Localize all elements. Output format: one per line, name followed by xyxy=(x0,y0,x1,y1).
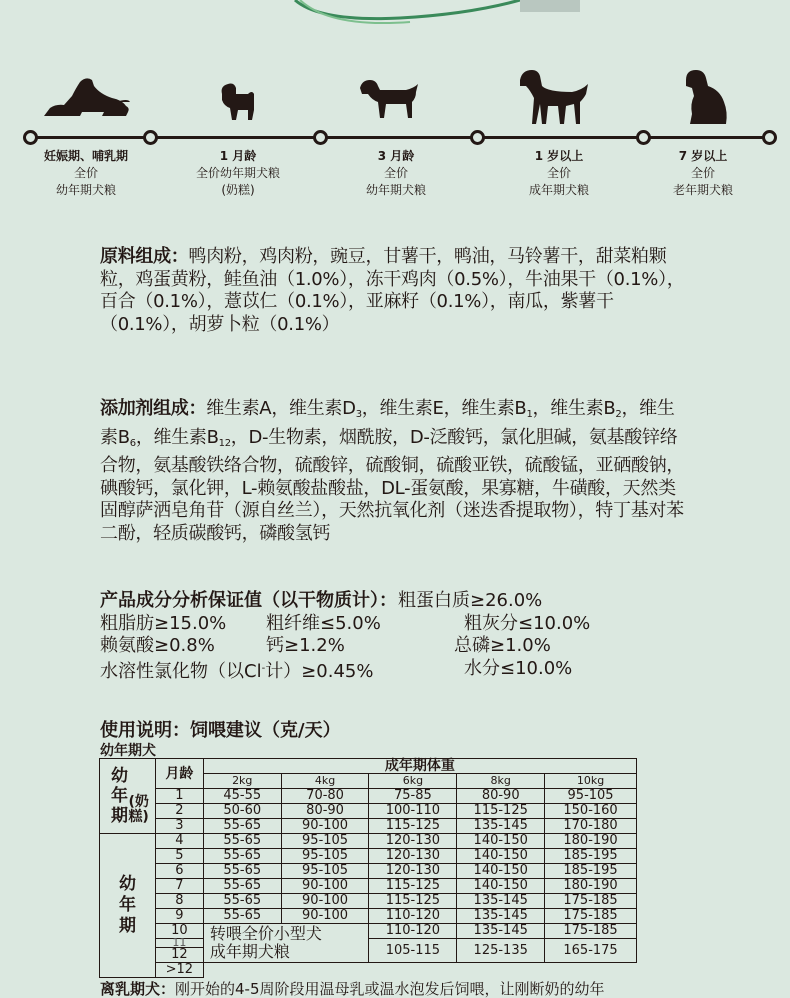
timeline-node xyxy=(23,130,38,145)
table-row xyxy=(100,879,637,894)
value-cell: 55-65 xyxy=(203,834,281,849)
age-cell: 7 xyxy=(155,879,203,894)
timeline-line xyxy=(28,136,772,139)
age-cell: 10 xyxy=(155,924,203,939)
weight-2kg: 2kg xyxy=(203,774,281,789)
additives-text: ，维生素E，维生素B xyxy=(361,398,527,419)
value-cell: 175-185 xyxy=(545,909,637,924)
value-cell: 135-145 xyxy=(457,924,545,939)
value-cell: 115-125 xyxy=(457,804,545,819)
value-cell: 90-100 xyxy=(281,819,369,834)
group-name: 幼年期 xyxy=(110,765,128,826)
age-cell: 11 xyxy=(155,939,203,948)
stage-line: 老年期犬粮 xyxy=(672,183,733,197)
stage-title: 1 月龄 xyxy=(219,149,257,163)
value-cell: 140-150 xyxy=(457,864,545,879)
age-cell: 9 xyxy=(155,909,203,924)
value-cell: 110-120 xyxy=(369,909,457,924)
table-row xyxy=(100,849,637,864)
value-cell: 135-145 xyxy=(457,894,545,909)
analysis-label: 产品成分分析保证值（以干物质计）： xyxy=(100,590,397,611)
table-row xyxy=(100,864,637,879)
age-cell: 5 xyxy=(155,849,203,864)
table-row xyxy=(100,819,637,834)
value-cell: 95-105 xyxy=(281,849,369,864)
value-cell: 180-190 xyxy=(545,834,637,849)
weaning-note xyxy=(100,978,605,998)
group-young-label xyxy=(100,834,156,978)
subscript: 6 xyxy=(129,437,136,449)
stage-3-month xyxy=(316,148,476,199)
additives-text: ，维生素B xyxy=(100,398,675,448)
age-cell: 12 xyxy=(155,948,203,963)
usage-title: 使用说明：饲喂建议（克/天） xyxy=(100,720,341,741)
feeding-table xyxy=(99,758,637,978)
usage-subtitle: 幼年期犬 xyxy=(100,743,156,759)
value-cell: 115-125 xyxy=(369,879,457,894)
additives-text: 维生素A，维生素D xyxy=(206,398,356,419)
switch-note-2: 成年期犬粮 xyxy=(209,942,290,961)
value-cell: 55-65 xyxy=(203,849,281,864)
switch-note-1: 转喂全价小型犬 xyxy=(209,924,322,943)
stage-line: 全价 xyxy=(546,166,571,180)
analysis-phosphorus: 总磷≥1.0% xyxy=(454,635,551,656)
value-cell: 55-65 xyxy=(203,819,281,834)
value-cell: 135-145 xyxy=(457,909,545,924)
value-cell: 120-130 xyxy=(369,834,457,849)
value-cell: 105-115 xyxy=(369,939,457,963)
age-header: 月龄 xyxy=(155,759,203,789)
stage-line: 成年期犬粮 xyxy=(528,183,589,197)
table-row xyxy=(100,789,637,804)
senior-dog-icon xyxy=(682,68,730,126)
value-cell: 170-180 xyxy=(545,819,637,834)
table-row xyxy=(100,834,637,849)
lying-dog-icon xyxy=(42,72,132,120)
age-cell: 8 xyxy=(155,894,203,909)
analysis-protein: 粗蛋白质≥26.0% xyxy=(398,590,543,611)
analysis-chloride-a: 水溶性氯化物（以Cl xyxy=(100,660,262,682)
value-cell: 90-100 xyxy=(281,909,369,924)
value-cell: 150-160 xyxy=(545,804,637,819)
weight-10kg: 10kg xyxy=(545,774,637,789)
value-cell: 55-65 xyxy=(203,879,281,894)
weight-8kg: 8kg xyxy=(457,774,545,789)
adult-dog-icon xyxy=(518,68,590,126)
value-cell: 100-110 xyxy=(369,804,457,819)
puppy-dog-icon xyxy=(218,80,258,122)
additives-text: ，D-生物素，烟酰胺，D-泛酸钙，氯化胆碱，氨基酸锌络合物，氨基酸铁络合物，硫酸锌，硫酸铜，硫酸亚铁，硫酸锰，亚硒酸钠，碘酸钙，氯化钾，L-赖氨酸盐酸盐，DL-蛋氨酸，果寡糖，牛磺酸，天然类固醇萨洒皂角苷（源自丝兰），天然抗氧化剂（迷迭香提取物），特丁基对苯二酚，轻质碳酸钙，磷酸氢钙 xyxy=(100,426,685,544)
stage-1-year xyxy=(479,148,639,199)
stage-line: 幼年期犬粮 xyxy=(365,183,426,197)
analysis-fat: 粗脂肪≥15.0% xyxy=(100,612,227,634)
subscript: 12 xyxy=(218,437,231,449)
timeline-node xyxy=(762,130,777,145)
stage-title: 3 月龄 xyxy=(377,149,415,163)
ingredients-section xyxy=(100,246,690,336)
stage-pregnancy xyxy=(6,148,166,199)
weight-header: 成年期体重 xyxy=(203,759,636,774)
value-cell: 45-55 xyxy=(203,789,281,804)
value-cell: 95-105 xyxy=(281,864,369,879)
switch-note xyxy=(203,924,369,963)
table-row xyxy=(100,894,637,909)
value-cell: 115-125 xyxy=(369,819,457,834)
table-row xyxy=(100,909,637,924)
empty-cell xyxy=(203,963,636,978)
value-cell: 110-120 xyxy=(369,924,457,939)
weight-6kg: 6kg xyxy=(369,774,457,789)
additives-text: ，维生素B xyxy=(135,426,219,448)
value-cell: 55-65 xyxy=(203,864,281,879)
stage-line: 全价 xyxy=(73,166,98,180)
value-cell: 75-85 xyxy=(369,789,457,804)
value-cell: 125-135 xyxy=(457,939,545,963)
subscript: 3 xyxy=(355,409,362,420)
value-cell: 185-195 xyxy=(545,849,637,864)
analysis-ash: 粗灰分≤10.0% xyxy=(464,612,591,634)
timeline-node xyxy=(143,130,158,145)
value-cell: 140-150 xyxy=(457,834,545,849)
group-name: 幼年期 xyxy=(118,874,136,936)
analysis-calcium: 钙≥1.2% xyxy=(266,635,345,656)
table-row xyxy=(100,804,637,819)
value-cell: 175-185 xyxy=(545,924,637,939)
stage-title: 7 岁以上 xyxy=(678,149,728,163)
value-cell: 55-65 xyxy=(203,894,281,909)
value-cell: 175-185 xyxy=(545,894,637,909)
ingredients-text: 鸭肉粉，鸡肉粉，豌豆，甘薯干，鸭油，马铃薯干，甜菜粕颗粒，鸡蛋黄粉，鲑鱼油（1.0%），冻干鸡肉（0.5%），牛油果干（0.1%），百合（0.1%），薏苡仁（0.1%），亚麻籽（0.1%），南瓜，紫薯干（0.1%），胡萝卜粒（0.1%） xyxy=(100,246,685,335)
value-cell: 55-65 xyxy=(203,909,281,924)
top-product-illustration xyxy=(0,0,790,30)
additives-section xyxy=(100,398,690,545)
stage-line: 全价幼年期犬粮 xyxy=(195,166,280,180)
ingredients-label: 原料组成： xyxy=(100,246,189,267)
value-cell: 95-105 xyxy=(545,789,637,804)
value-cell: 165-175 xyxy=(545,939,637,963)
value-cell: 120-130 xyxy=(369,849,457,864)
analysis-moisture: 水分≤10.0% xyxy=(464,657,573,679)
value-cell: 185-195 xyxy=(545,864,637,879)
age-cell: 1 xyxy=(155,789,203,804)
stage-title: 妊娠期、哺乳期 xyxy=(43,149,128,163)
analysis-section xyxy=(100,590,700,680)
stage-7-year xyxy=(623,148,783,199)
value-cell: 80-90 xyxy=(457,789,545,804)
value-cell: 135-145 xyxy=(457,819,545,834)
age-cell: 2 xyxy=(155,804,203,819)
young-dog-icon xyxy=(358,78,420,122)
subscript: 1 xyxy=(526,409,533,420)
weight-4kg: 4kg xyxy=(281,774,369,789)
stage-title: 1 岁以上 xyxy=(534,149,584,163)
weaning-label: 离乳期犬： xyxy=(100,980,176,998)
growth-timeline xyxy=(0,60,790,210)
age-cell: >12 xyxy=(155,963,203,978)
superscript: - xyxy=(261,662,266,674)
additives-text: ，维生素B xyxy=(532,398,616,419)
value-cell: 140-150 xyxy=(457,849,545,864)
value-cell: 90-100 xyxy=(281,894,369,909)
analysis-chloride xyxy=(100,658,373,684)
timeline-node xyxy=(313,130,328,145)
stage-line: 全价 xyxy=(383,166,408,180)
stage-line: (奶糕) xyxy=(221,183,255,197)
analysis-chloride-b: 计）≥0.45% xyxy=(265,660,374,682)
stage-line: 全价 xyxy=(690,166,715,180)
analysis-fiber: 粗纤维≤5.0% xyxy=(266,612,381,634)
value-cell: 120-130 xyxy=(369,864,457,879)
value-cell: 90-100 xyxy=(281,879,369,894)
timeline-node xyxy=(470,130,485,145)
value-cell: 70-80 xyxy=(281,789,369,804)
analysis-lysine: 赖氨酸≥0.8% xyxy=(100,635,215,656)
value-cell: 180-190 xyxy=(545,879,637,894)
timeline-node xyxy=(636,130,651,145)
age-cell: 6 xyxy=(155,864,203,879)
additives-label: 添加剂组成： xyxy=(100,398,207,419)
table-row xyxy=(100,963,637,978)
subscript: 2 xyxy=(615,409,622,420)
value-cell: 140-150 xyxy=(457,879,545,894)
value-cell: 95-105 xyxy=(281,834,369,849)
value-cell: 115-125 xyxy=(369,894,457,909)
group-weaning-label xyxy=(100,759,156,834)
value-cell: 50-60 xyxy=(203,804,281,819)
stage-line: 幼年期犬粮 xyxy=(55,183,116,197)
age-cell: 3 xyxy=(155,819,203,834)
value-cell: 80-90 xyxy=(281,804,369,819)
weaning-text: 刚开始的4-5周阶段用温母乳或温水泡发后饲喂，让刚断奶的幼年 xyxy=(175,980,605,998)
age-cell: 4 xyxy=(155,834,203,849)
stage-1-month xyxy=(158,148,318,199)
group-note: (奶糕) xyxy=(128,793,149,825)
